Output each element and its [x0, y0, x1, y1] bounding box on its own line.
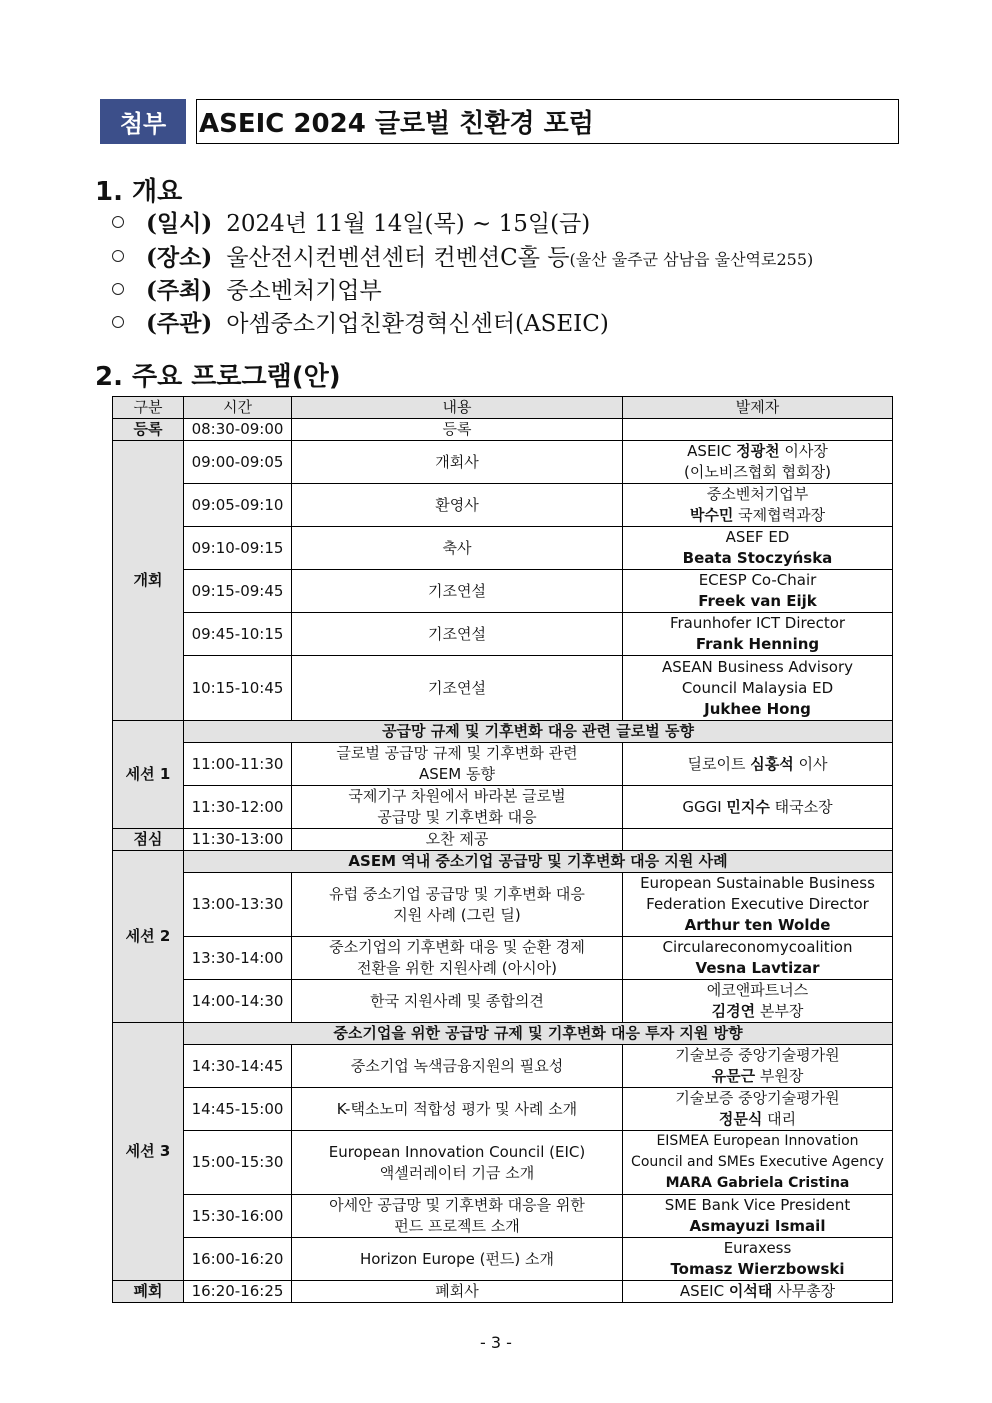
col-header: 내용 — [292, 397, 623, 419]
speaker-cell: SME Bank Vice President Asmayuzi Ismail — [623, 1195, 893, 1238]
content-cell: 축사 — [292, 527, 623, 570]
time-cell: 15:00-15:30 — [184, 1131, 292, 1195]
group-cell: 폐회 — [113, 1281, 184, 1303]
time-cell: 10:15-10:45 — [184, 656, 292, 721]
time-cell: 13:00-13:30 — [184, 873, 292, 937]
session-title: 중소기업을 위한 공급망 규제 및 기후변화 대응 투자 지원 방향 — [184, 1023, 893, 1045]
group-cell: 세션 1 — [113, 721, 184, 829]
attachment-tag: 첨부 — [100, 99, 186, 144]
time-cell: 11:00-11:30 — [184, 743, 292, 786]
table-row — [113, 1238, 893, 1281]
overview-heading: 1. 개요 — [95, 177, 183, 207]
program-table — [112, 396, 893, 1303]
content-cell: 국제기구 차원에서 바라본 글로벌 공급망 및 기후변화 대응 — [292, 786, 623, 829]
col-header: 발제자 — [623, 397, 893, 419]
table-row — [113, 656, 893, 721]
group-cell: 개회 — [113, 441, 184, 721]
content-cell: European Innovation Council (EIC) 액셀러레이터 기금 소개 — [292, 1131, 623, 1195]
speaker-cell: ECESP Co-Chair Freek van Eijk — [623, 570, 893, 613]
table-row — [113, 1281, 893, 1303]
overview-item-host: (주최) 중소벤처기업부 — [112, 272, 382, 305]
speaker-cell: Circulareconomycoalition Vesna Lavtizar — [623, 937, 893, 980]
table-row — [113, 570, 893, 613]
table-row — [113, 937, 893, 980]
speaker-cell: European Sustainable Business Federation Executive Director Arthur ten Wolde — [623, 873, 893, 937]
table-row — [113, 441, 893, 484]
content-cell: 중소기업의 기후변화 대응 및 순환 경제 전환을 위한 지원사례 (아시아) — [292, 937, 623, 980]
program-heading: 2. 주요 프로그램(안) — [95, 362, 341, 392]
circle-bullet-icon — [112, 250, 124, 262]
table-row — [113, 1131, 893, 1195]
circle-bullet-icon — [112, 216, 124, 228]
speaker-cell: Fraunhofer ICT Director Frank Henning — [623, 613, 893, 656]
speaker-cell: 딜로이트 심홍석 이사 — [623, 743, 893, 786]
table-row — [113, 613, 893, 656]
overview-item-date: (일시) 2024년 11월 14일(목) ~ 15일(금) — [112, 205, 590, 238]
time-cell: 16:20-16:25 — [184, 1281, 292, 1303]
table-row — [113, 1195, 893, 1238]
document-title: ASEIC 2024 글로벌 친환경 포럼 — [196, 99, 899, 144]
time-cell: 14:30-14:45 — [184, 1045, 292, 1088]
speaker-cell — [623, 829, 893, 851]
table-row — [113, 1023, 893, 1045]
content-cell: 아세안 공급망 및 기후변화 대응을 위한 펀드 프로젝트 소개 — [292, 1195, 623, 1238]
time-cell: 14:00-14:30 — [184, 980, 292, 1023]
speaker-cell: EISMEA European Innovation Council and SMEs Executive Agency MARA Gabriela Cristina — [623, 1131, 893, 1195]
content-cell: Horizon Europe (펀드) 소개 — [292, 1238, 623, 1281]
content-cell: 환영사 — [292, 484, 623, 527]
time-cell: 16:00-16:20 — [184, 1238, 292, 1281]
time-cell: 09:45-10:15 — [184, 613, 292, 656]
speaker-cell — [623, 419, 893, 441]
content-cell: 한국 지원사례 및 종합의견 — [292, 980, 623, 1023]
speaker-cell: 중소벤처기업부 박수민 국제협력과장 — [623, 484, 893, 527]
table-row — [113, 527, 893, 570]
content-cell: 중소기업 녹색금융지원의 필요성 — [292, 1045, 623, 1088]
content-cell: 폐회사 — [292, 1281, 623, 1303]
content-cell: K-택소노미 적합성 평가 및 사례 소개 — [292, 1088, 623, 1131]
content-cell: 개회사 — [292, 441, 623, 484]
speaker-cell: ASEF ED Beata Stoczyńska — [623, 527, 893, 570]
table-row — [113, 873, 893, 937]
content-cell: 기조연설 — [292, 656, 623, 721]
speaker-cell: 기술보증 중앙기술평가원 정문식 대리 — [623, 1088, 893, 1131]
circle-bullet-icon — [112, 283, 124, 295]
group-cell: 세션 3 — [113, 1023, 184, 1281]
table-row — [113, 721, 893, 743]
col-header: 구분 — [113, 397, 184, 419]
speaker-cell: ASEAN Business Advisory Council Malaysia ED Jukhee Hong — [623, 656, 893, 721]
time-cell: 09:00-09:05 — [184, 441, 292, 484]
session-title: ASEM 역내 중소기업 공급망 및 기후변화 대응 지원 사례 — [184, 851, 893, 873]
group-cell: 세션 2 — [113, 851, 184, 1023]
table-row — [113, 980, 893, 1023]
table-row — [113, 786, 893, 829]
content-cell: 기조연설 — [292, 613, 623, 656]
table-header-row — [113, 397, 893, 419]
speaker-cell: 에코앤파트너스 김경연 본부장 — [623, 980, 893, 1023]
content-cell: 등록 — [292, 419, 623, 441]
table-row — [113, 1088, 893, 1131]
time-cell: 09:05-09:10 — [184, 484, 292, 527]
table-row — [113, 829, 893, 851]
speaker-cell: 기술보증 중앙기술평가원 유문근 부원장 — [623, 1045, 893, 1088]
speaker-cell: ASEIC 정광천 이사장 (이노비즈협회 협회장) — [623, 441, 893, 484]
time-cell: 11:30-12:00 — [184, 786, 292, 829]
time-cell: 14:45-15:00 — [184, 1088, 292, 1131]
time-cell: 09:10-09:15 — [184, 527, 292, 570]
group-cell: 점심 — [113, 829, 184, 851]
title-row — [100, 99, 897, 144]
time-cell: 15:30-16:00 — [184, 1195, 292, 1238]
content-cell: 글로벌 공급망 규제 및 기후변화 관련 ASEM 동향 — [292, 743, 623, 786]
time-cell: 11:30-13:00 — [184, 829, 292, 851]
table-row — [113, 851, 893, 873]
content-cell: 기조연설 — [292, 570, 623, 613]
time-cell: 08:30-09:00 — [184, 419, 292, 441]
table-row — [113, 1045, 893, 1088]
speaker-cell: ASEIC 이석태 사무총장 — [623, 1281, 893, 1303]
time-cell: 13:30-14:00 — [184, 937, 292, 980]
page-number: - 3 - — [480, 1333, 512, 1352]
table-row — [113, 743, 893, 786]
speaker-cell: GGGI 민지수 태국소장 — [623, 786, 893, 829]
overview-item-organizer: (주관) 아셈중소기업친환경혁신센터(ASEIC) — [112, 305, 609, 338]
table-row — [113, 484, 893, 527]
group-cell: 등록 — [113, 419, 184, 441]
speaker-cell: Euraxess Tomasz Wierzbowski — [623, 1238, 893, 1281]
table-row — [113, 419, 893, 441]
session-title: 공급망 규제 및 기후변화 대응 관련 글로벌 동향 — [184, 721, 893, 743]
overview-item-venue: (장소) 울산전시컨벤션센터 컨벤션C홀 등 (울산 울주군 삼남읍 울산역로255) — [112, 239, 813, 272]
time-cell: 09:15-09:45 — [184, 570, 292, 613]
content-cell: 오찬 제공 — [292, 829, 623, 851]
content-cell: 유럽 중소기업 공급망 및 기후변화 대응 지원 사례 (그린 딜) — [292, 873, 623, 937]
col-header: 시간 — [184, 397, 292, 419]
circle-bullet-icon — [112, 316, 124, 328]
